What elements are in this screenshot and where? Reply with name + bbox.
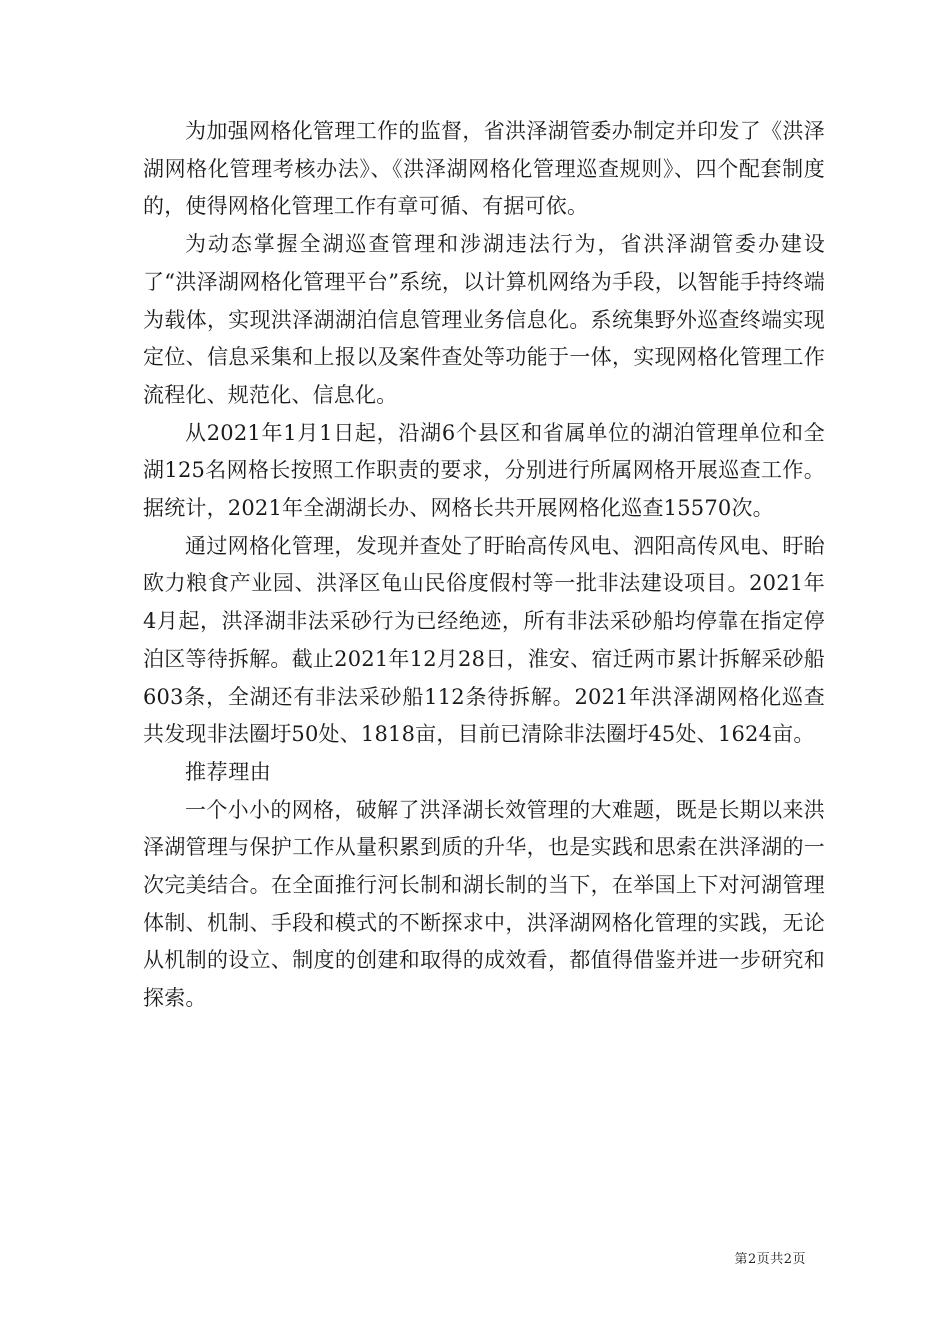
document-body: [143, 113, 825, 1018]
page-number-footer: 第2页共2页: [734, 1252, 806, 1267]
section-heading-recommendation: 推荐理由: [185, 759, 272, 784]
paragraph-patrol-statistics: 从2021年1月1日起，沿湖6个县区和省属单位的湖泊管理单位和全湖125名网格长按照工作职责的要求，分别进行所属网格开展巡查工作。据统计，2021年全湖湖长办、网格长共开展网格化巡查15570次。: [143, 420, 825, 521]
paragraph-recommendation-reason: 一个小小的网格，破解了洪泽湖长效管理的大难题，既是长期以来洪泽湖管理与保护工作从量积累到质的升华，也是实践和思索在洪泽湖的一次完美结合。在全面推行河长制和湖长制的当下，在举国上下对河湖管理体制、机制、手段和模式的不断探求中，洪泽湖网格化管理的实践，无论从机制的设立、制度的创建和取得的成效看，都值得借鉴并进一步研究和探索。: [143, 797, 825, 1011]
paragraph-management-platform: 为动态掌握全湖巡查管理和涉湖违法行为，省洪泽湖管委办建设了“洪泽湖网格化管理平台”系统，以计算机网络为手段，以智能手持终端为载体，实现洪泽湖湖泊信息管理业务信息化。系统集野外巡查终端实现定位、信息采集和上报以及案件查处等功能于一体，实现网格化管理工作流程化、规范化、信息化。: [143, 232, 825, 407]
paragraph-enforcement-results: 通过网格化管理，发现并查处了盱眙高传风电、泗阳高传风电、盱眙欧力粮食产业园、洪泽区龟山民俗度假村等一批非法建设项目。2021年4月起，洪泽湖非法采砂行为已经绝迹，所有非法采砂船均停靠在指定停泊区等待拆解。截止2021年12月28日，淮安、宿迁两市累计拆解采砂船603条，全湖还有非法采砂船112条待拆解。2021年洪泽湖网格化巡查共发现非法圈圩50处、1818亩，目前已清除非法圈圩45处、1624亩。: [143, 533, 825, 747]
paragraph-supervision-rules: 为加强网格化管理工作的监督，省洪泽湖管委办制定并印发了《洪泽湖网格化管理考核办法》、《洪泽湖网格化管理巡查规则》、四个配套制度的，使得网格化管理工作有章可循、有据可依。: [143, 119, 825, 219]
